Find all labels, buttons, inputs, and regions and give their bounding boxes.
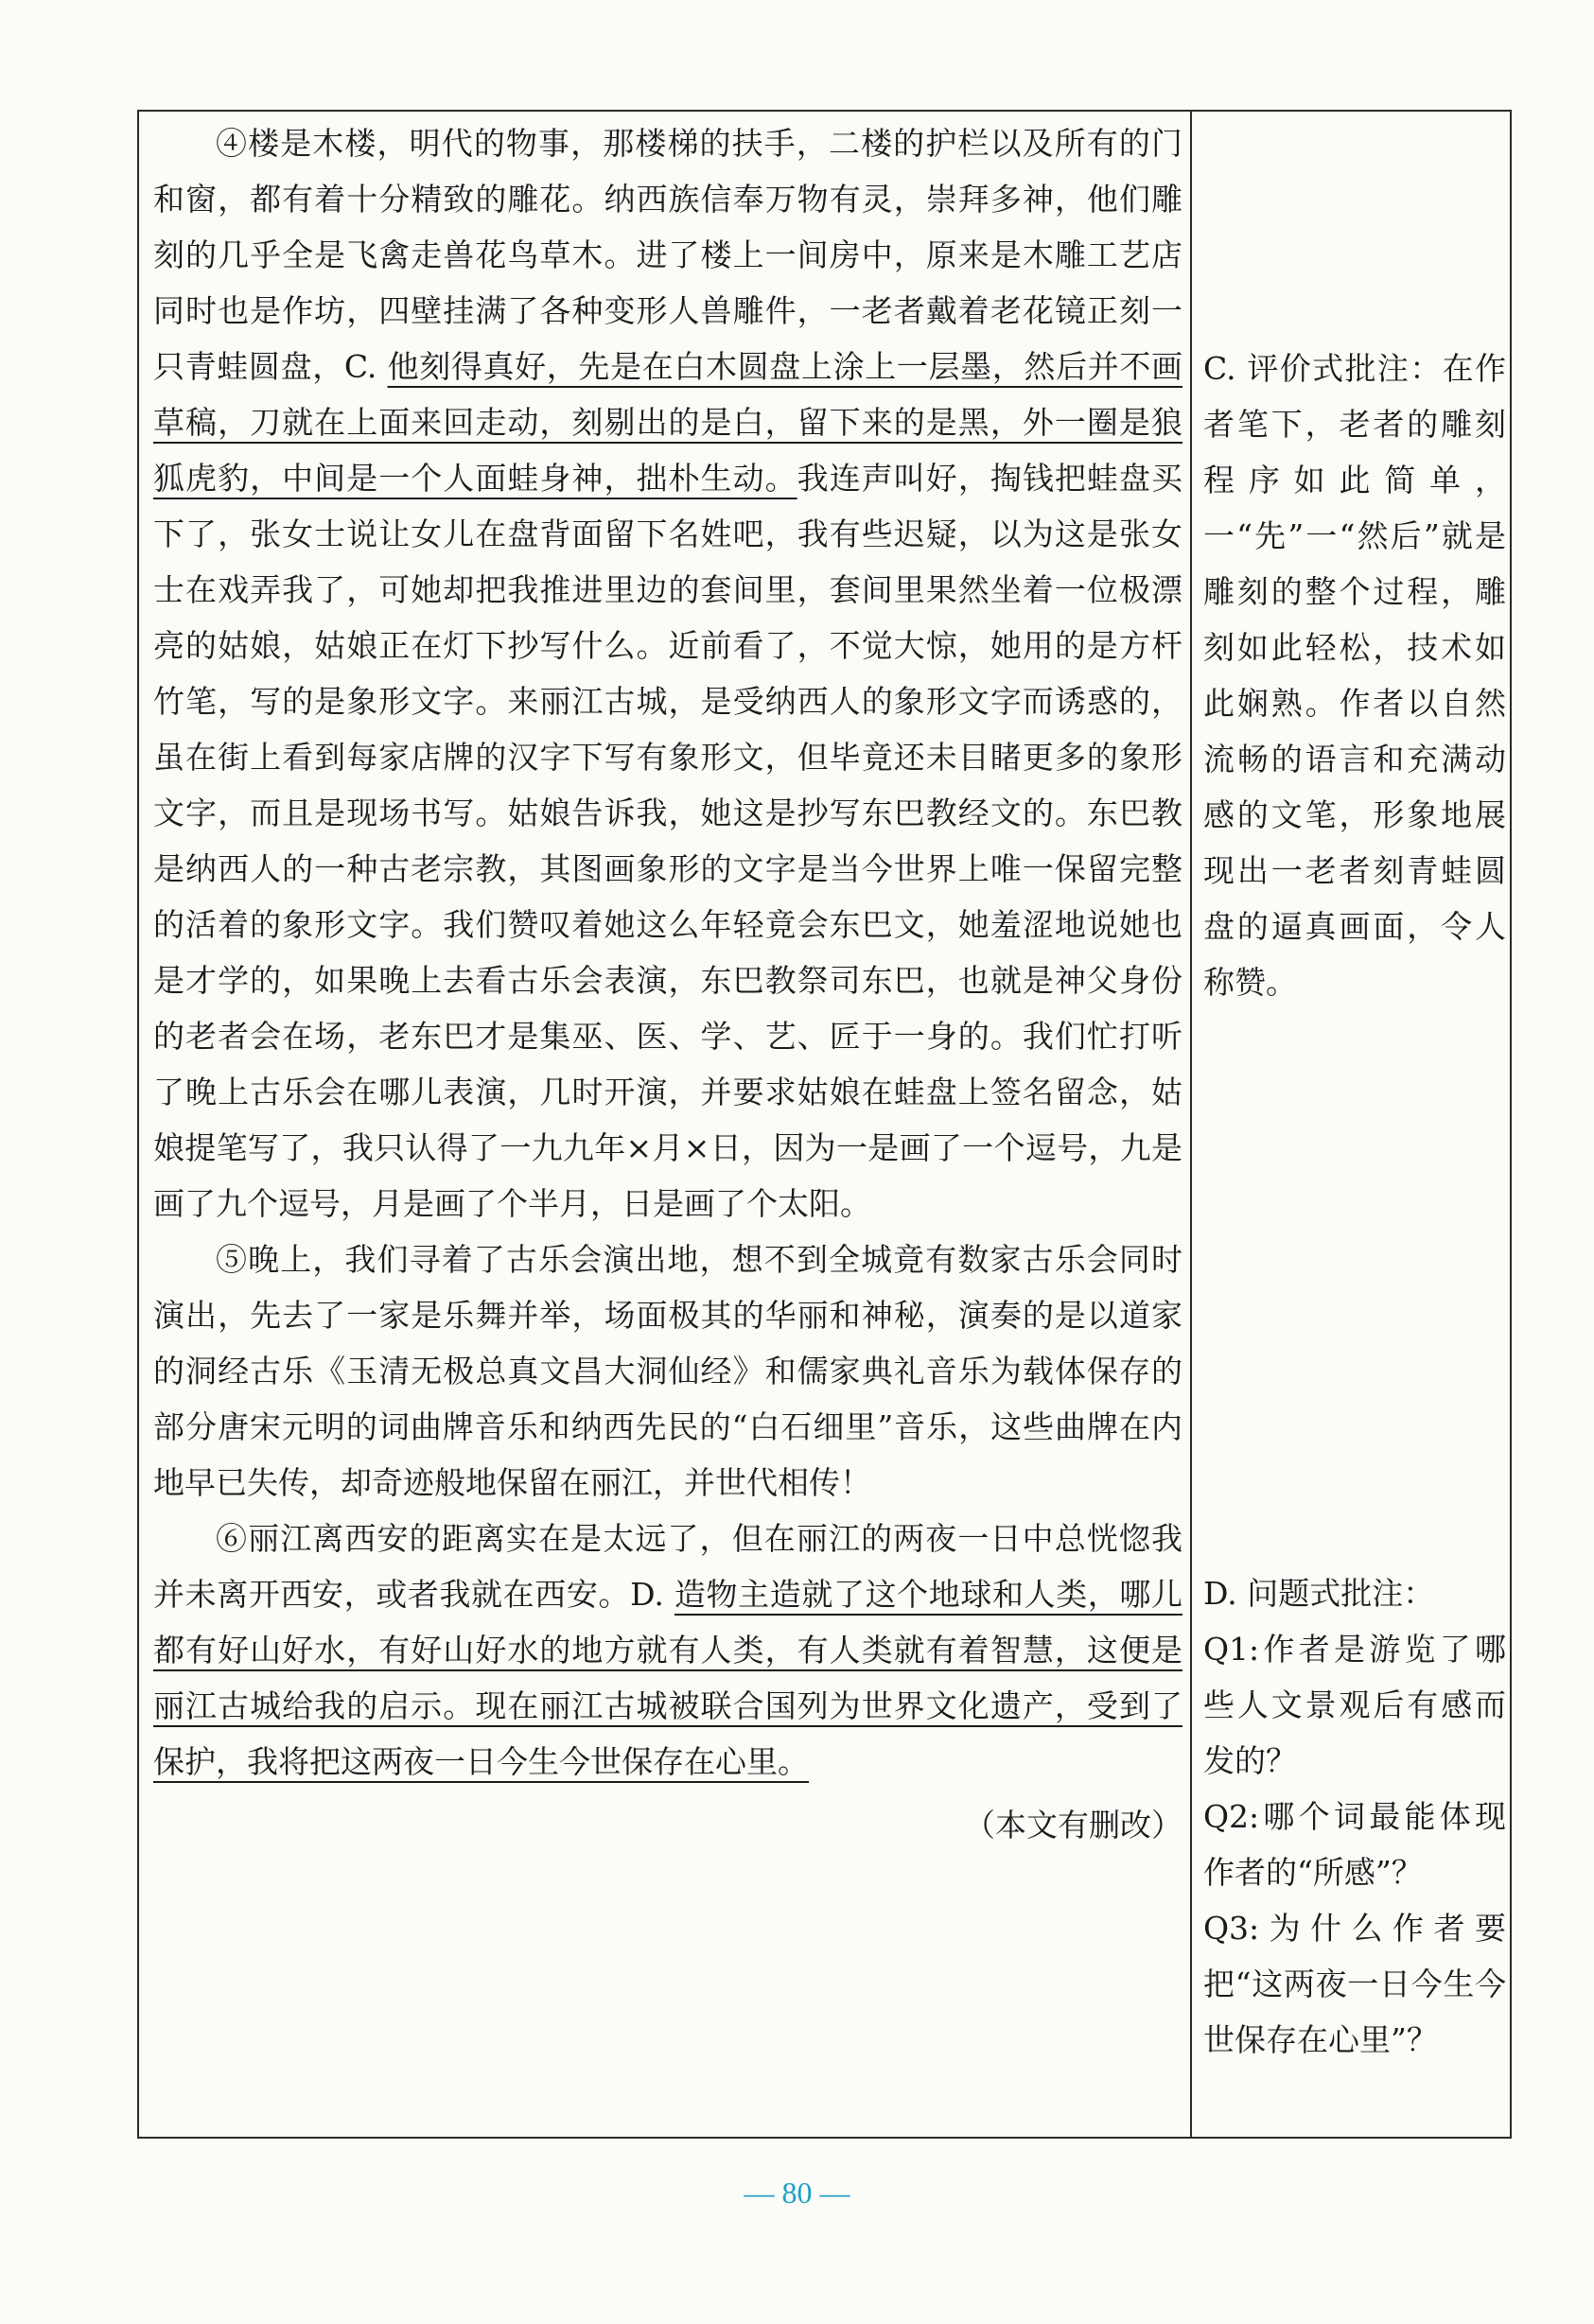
para6-text-a: ⑥丽江离西安的距离实在是太远了，但在丽江的两夜一日中总恍惚我并未离开西安，或者我就在西安。D.: [153, 1520, 1182, 1613]
paragraph-6: [153, 1511, 1182, 1790]
edit-note: （本文有删改）: [964, 1807, 1182, 1843]
column-divider: [1190, 110, 1192, 2139]
page-number: — 80 —: [744, 2175, 850, 2210]
annotation-d: [1203, 1565, 1506, 2068]
main-text-column: [153, 115, 1182, 1853]
para6-underlined-text: 造物主造就了这个地球和人类，哪儿都有好山好水，有好山好水的地方就有人类，有人类就有着智慧，这便是丽江古城给我的启示。现在丽江古城被联合国列为世界文化遗产，受到了保护，我将把这两夜一日今生今世保存在心里。: [153, 1576, 1183, 1780]
annotation-d-q1: Q1:作者是游览了哪些人文景观后有感而发的？: [1203, 1631, 1506, 1779]
annotation-d-q2: Q2:哪个词最能体现作者的“所感”？: [1203, 1798, 1506, 1891]
annotation-d-title: D. 问题式批注：: [1203, 1575, 1435, 1612]
paragraph-5: ⑤晚上，我们寻着了古乐会演出地，想不到全城竟有数家古乐会同时演出，先去了一家是乐舞并举，场面极其的华丽和神秘，演奏的是以道家的洞经古乐《玉清无极总真文昌大洞仙经》和儒家典礼音乐为载体保存的部分唐宋元明的词曲牌音乐和纳西先民的“白石细里”音乐，这些曲牌在内地早已失传，却奇迹般地保留在丽江，并世代相传！: [153, 1241, 1182, 1501]
para4-text-a: ④楼是木楼，明代的物事，那楼梯的扶手，二楼的护栏以及所有的门和窗，都有着十分精致的雕花。纳西族信奉万物有灵，崇拜多神，他们雕刻的几乎全是飞禽走兽花鸟草木。进了楼上一间房中，原来是木雕工艺店同时也是作坊，四壁挂满了各种变形人兽雕件，一老者戴着老花镜正刻一只青蛙圆盘，C.: [153, 125, 1182, 385]
annotation-c: [1203, 341, 1506, 1010]
para4-underlined-text: 他刻得真好，先是在白木圆盘上涂上一层墨，然后并不画草稿，刀就在上面来回走动，刻剔出的是白，留下来的是黑，外一圈是狼狐虎豹，中间是一个人面蛙身神，拙朴生动。: [153, 348, 1182, 497]
annotation-c-text: C. 评价式批注：在作者笔下，老者的雕刻程序如此简单，一“先”一“然后”就是雕刻的整个过程，雕刻如此轻松，技术如此娴熟。作者以自然流畅的语言和充满动感的文笔，形象地展现出一老者刻青蛙圆盘的逼真画面，令人称赞。: [1203, 350, 1506, 1001]
annotation-d-q3: Q3:为什么作者要把“这两夜一日今生今世保存在心里”？: [1203, 1910, 1506, 2058]
para4-text-b: 我连声叫好，掏钱把蛙盘买下了，张女士说让女儿在盘背面留下名姓吧，我有些迟疑，以为这是张女士在戏弄我了，可她却把我推进里边的套间里，套间里果然坐着一位极漂亮的姑娘，姑娘正在灯下抄写什么。近前看了，不觉大惊，她用的是方杆竹笔，写的是象形文字。来丽江古城，是受纳西人的象形文字而诱惑的，虽在街上看到每家店牌的汉字下写有象形文，但毕竟还未目睹更多的象形文字，而且是现场书写。姑娘告诉我，她这是抄写东巴教经文的。东巴教是纳西人的一种古老宗教，其图画象形的文字是当今世界上唯一保留完整的活着的象形文字。我们赞叹着她这么年轻竟会东巴文，她羞涩地说她也是才学的，如果晚上去看古乐会表演，东巴教祭司东巴，也就是神父身份的老者会在场，老东巴才是集巫、医、学、艺、匠于一身的。我们忙打听了晚上古乐会在哪儿表演，几时开演，并要求姑娘在蛙盘上签名留念，姑娘提笔写了，我只认得了一九九年×月×日，因为一是画了一个逗号，九是画了九个逗号，月是画了个半月，日是画了个太阳。: [153, 460, 1183, 1222]
paragraph-4: [153, 115, 1182, 1232]
